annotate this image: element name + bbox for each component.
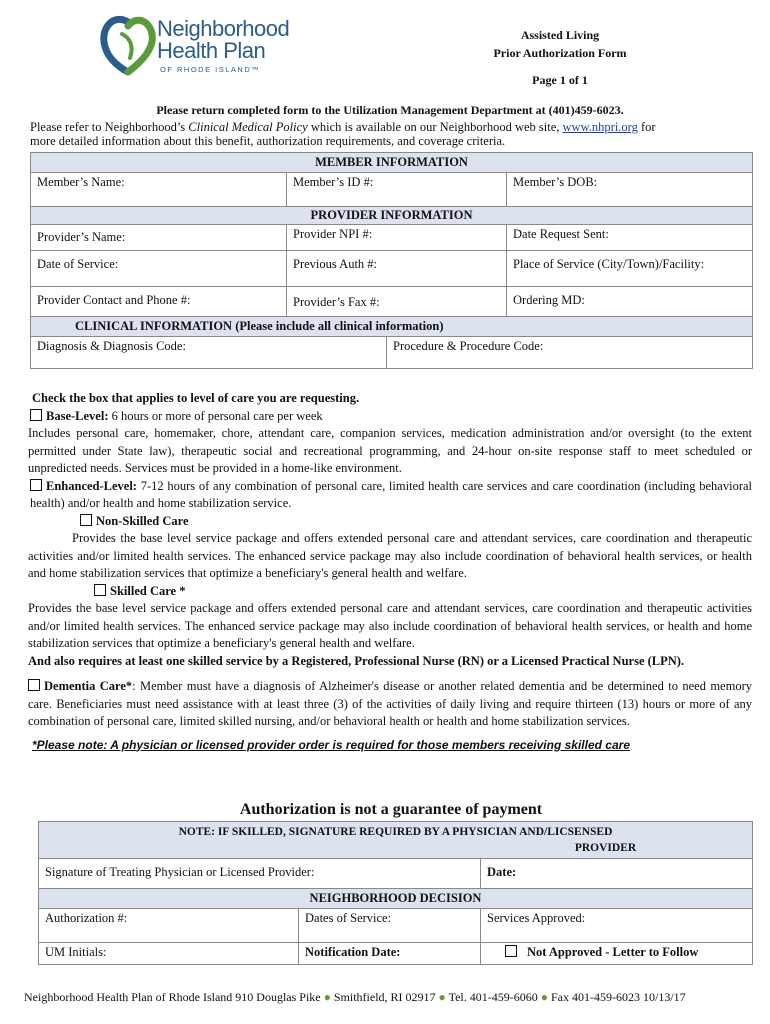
logo-line3: OF RHODE ISLAND™ bbox=[160, 65, 261, 74]
base-level-desc: Includes personal care, homemaker, chore, attendant care, companion services, medication administration and/or oversight (to the extent permitted under State law), therapeutic social and recreational programming, and 24-hour on-site response staff to meet scheduled or unpredicted needs. Services must be provided in a home-like environment. bbox=[28, 426, 752, 475]
page-number: Page 1 of 1 bbox=[532, 73, 588, 87]
bullet-icon: ● bbox=[438, 990, 446, 1004]
not-approved-option[interactable] bbox=[481, 943, 753, 965]
signature-note bbox=[39, 822, 753, 859]
dementia-desc: : Member must have a diagnosis of Alzheimer's disease or another related dementia and be determined to need memory care. Beneficiaries must need assistance with at least three (3) of the activities of daily living and require thirteen (13) hours or more of any combination of personal care, limited skilled nursing, and/or behavioral health or health and home stabilization services. bbox=[28, 679, 752, 728]
clinical-info-header: CLINICAL INFORMATION (Please include all clinical information) bbox=[31, 317, 753, 337]
provider-npi-field[interactable]: Provider NPI #: bbox=[287, 225, 507, 251]
level-of-care-section bbox=[28, 390, 752, 754]
skilled-requirement: And also requires at least one skilled service by a Registered, Professional Nurse (RN) or a Licensed Practical Nurse (LPN). bbox=[28, 653, 685, 668]
dementia-label: Dementia Care* bbox=[44, 679, 133, 693]
signature-date-field[interactable]: Date: bbox=[481, 859, 753, 889]
place-of-service-field[interactable]: Place of Service (City/Town)/Facility: bbox=[507, 251, 753, 287]
previous-auth-field[interactable]: Previous Auth #: bbox=[287, 251, 507, 287]
footer-city: Smithfield, RI 02917 bbox=[333, 990, 436, 1004]
provider-info-header: PROVIDER INFORMATION bbox=[31, 207, 753, 225]
bullet-icon: ● bbox=[323, 990, 331, 1004]
skilled-label: Skilled Care * bbox=[110, 583, 186, 598]
provider-name-field[interactable] bbox=[31, 225, 287, 251]
logo bbox=[100, 14, 300, 78]
level-heading: Check the box that applies to level of care you are requesting. bbox=[32, 391, 360, 405]
footer-tel: Tel. 401-459-6060 bbox=[448, 990, 538, 1004]
policy-name: Clinical Medical Policy bbox=[188, 120, 308, 134]
provider-fax-field[interactable]: Provider’s Fax #: bbox=[287, 287, 507, 317]
ordering-md-field[interactable]: Ordering MD: bbox=[507, 287, 753, 317]
provider-name-label: Provider’s Name: bbox=[37, 230, 126, 244]
form-title bbox=[440, 28, 680, 88]
enhanced-level-checkbox[interactable] bbox=[30, 479, 42, 491]
footer-fax: Fax 401-459-6023 10/13/17 bbox=[551, 990, 686, 1004]
base-level-short: 6 hours or more of personal care per week bbox=[108, 408, 323, 423]
policy-reference bbox=[30, 120, 750, 148]
info-table bbox=[30, 152, 753, 369]
base-level-checkbox[interactable] bbox=[30, 409, 42, 421]
non-skilled-checkbox[interactable] bbox=[80, 514, 92, 526]
signature-note-line1: NOTE: IF SKILLED, SIGNATURE REQUIRED BY A PHYSICIAN AND/LICSENSED bbox=[178, 826, 613, 838]
signature-note-line2: PROVIDER bbox=[574, 842, 637, 854]
footer bbox=[24, 990, 754, 1005]
notification-date-field[interactable]: Notification Date: bbox=[299, 943, 481, 965]
dementia-checkbox[interactable] bbox=[28, 679, 40, 691]
neighborhood-decision-header: NEIGHBORHOOD DECISION bbox=[39, 889, 753, 909]
services-approved-field[interactable]: Services Approved: bbox=[481, 909, 753, 943]
authorization-table bbox=[38, 821, 753, 965]
return-instructions: Please return completed form to the Utilization Management Department at (401)459-6023. bbox=[156, 103, 624, 117]
skilled-desc: Provides the base level service package and offers extended personal care and attendant services, care coordination and therapeutic activities and/or limited health services. The enhanced service package may also include coordination of behavioral health services, or health and home stabilization services that optimize a beneficiary's general health and welfare. bbox=[28, 601, 752, 650]
procedure-field[interactable]: Procedure & Procedure Code: bbox=[387, 337, 753, 369]
non-skilled-desc: Provides the base level service package and offers extended personal care and attendant services, care coordination and therapeutic activities and/or limited health services. The enhanced service package may also include coordination of behavioral health services, or health and home stabilization services that optimize a beneficiary's general health and welfare. bbox=[28, 531, 752, 580]
member-id-field[interactable]: Member’s ID #: bbox=[287, 173, 507, 207]
provider-contact-field[interactable]: Provider Contact and Phone #: bbox=[31, 287, 287, 317]
non-skilled-label: Non-Skilled Care bbox=[96, 513, 189, 528]
policy-ref-post: for bbox=[637, 120, 656, 134]
diagnosis-field[interactable]: Diagnosis & Diagnosis Code: bbox=[31, 337, 387, 369]
footer-org: Neighborhood Health Plan of Rhode Island 910 Douglas Pike bbox=[24, 990, 321, 1004]
bullet-icon: ● bbox=[540, 990, 548, 1004]
form-title-line2: Prior Authorization Form bbox=[493, 46, 627, 60]
physician-signature-field[interactable]: Signature of Treating Physician or Licensed Provider: bbox=[39, 859, 481, 889]
member-info-header: MEMBER INFORMATION bbox=[31, 153, 753, 173]
date-of-service-field[interactable]: Date of Service: bbox=[31, 251, 287, 287]
skilled-care-note: *Please note: A physician or licensed provider order is required for those members receiving skilled care bbox=[32, 737, 630, 752]
date-request-sent-field[interactable]: Date Request Sent: bbox=[507, 225, 753, 251]
logo-line1: Neighborhood bbox=[157, 16, 290, 41]
skilled-checkbox[interactable] bbox=[94, 584, 106, 596]
policy-ref-mid: which is available on our Neighborhood web site, bbox=[307, 120, 563, 134]
logo-mark-icon bbox=[100, 14, 156, 76]
member-name-field[interactable]: Member’s Name: bbox=[31, 173, 287, 207]
not-approved-label: Not Approved - Letter to Follow bbox=[527, 945, 699, 959]
dates-of-service-field[interactable]: Dates of Service: bbox=[299, 909, 481, 943]
policy-ref-line2: more detailed information about this benefit, authorization requirements, and coverage criteria. bbox=[30, 134, 506, 148]
authorization-number-field[interactable]: Authorization #: bbox=[39, 909, 299, 943]
website-link[interactable]: www.nhpri.org bbox=[562, 120, 638, 134]
enhanced-level-label: Enhanced-Level: bbox=[46, 478, 137, 493]
policy-ref-pre: Please refer to Neighborhood’s bbox=[30, 120, 189, 134]
logo-line2: Health Plan bbox=[157, 38, 266, 63]
not-approved-checkbox[interactable] bbox=[505, 945, 517, 957]
enhanced-level-desc: 7-12 hours of any combination of personal care, limited health care services and care coordination (including behavioral health) and/or health and home stabilization service. bbox=[30, 478, 752, 510]
member-dob-field[interactable]: Member’s DOB: bbox=[507, 173, 753, 207]
form-title-line1: Assisted Living bbox=[520, 28, 600, 42]
um-initials-field[interactable]: UM Initials: bbox=[39, 943, 299, 965]
authorization-disclaimer: Authorization is not a guarantee of payment bbox=[239, 801, 543, 818]
base-level-label: Base-Level: bbox=[46, 408, 109, 423]
